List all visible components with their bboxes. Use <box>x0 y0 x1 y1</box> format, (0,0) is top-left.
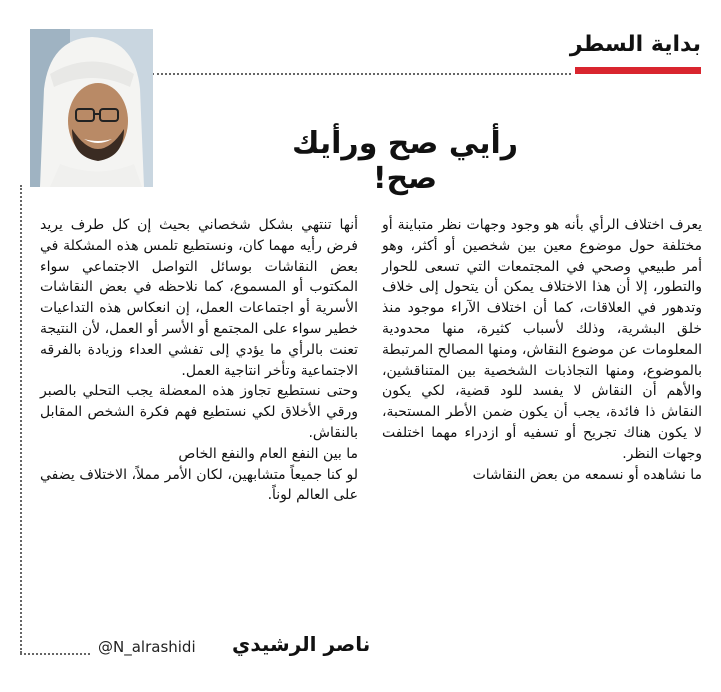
subheading: ما بين النفع العام والنفع الخاص <box>178 445 358 462</box>
header-divider <box>152 73 571 75</box>
author-portrait-icon <box>30 29 153 187</box>
section-label: بداية السطر <box>569 32 701 57</box>
author-photo <box>30 29 153 187</box>
paragraph: لو كنا جميعاً متشابهين، لكان الأمر مملاً، الاختلاف يضفي على العالم لوناً. <box>40 466 358 504</box>
article-title: رأيي صح ورأيك صح! <box>291 126 519 196</box>
footer-divider <box>20 653 90 655</box>
author-name: ناصر الرشيدي <box>232 632 371 656</box>
left-border <box>20 185 22 653</box>
paragraph: يعرف اختلاف الرأي بأنه هو وجود وجهات نظر متباينة أو مختلفة حول موضوع معين بين شخصين أو أكثر، وهو أمر طبيعي وصحي في المجتمعات التي تسعى للحوار والتطور، إلا أن هذا الاختلاف يمكن أن يتحول إلى خلاف وتدهور في العلاقات، كما أن اختلاف الآراء موجود منذ خلق البشرية، وذلك لأسباب كثيرة، منها محدودية المعلومات عن موضوع النقاش، ومنها المصالح المرتبطة بالموضوع، ومنها التجاذبات الشخصية بين المتناقشين، والأهم أن النقاش لا يفسد للود قضية، لكي يكون النقاش ذا فائدة، يجب أن يكون ضمن الأطر المستحبة، لا يكون هناك تجريح أو تسفيه أو ازدراء مهما اختلفت وجهات النظر. <box>382 217 702 462</box>
paragraph: أنها تنتهي بشكل شخصاني بحيث إن كل طرف يريد فرض رأيه مهما كان، ونستطيع تلمس هذه المشكلة في بعض النقاشات بوسائل التواصل الاجتماعي سواء المكتوب أو المسموع، كما نلاحظه في بعض النقاشات الأسرية أو اجتماعات العمل، إن انعكاس هذه التداعيات خطير سواء على المجتمع أو الأسر أو العمل، لأن النتيجة تعنت بالرأي ما يؤدي إلى تفشي العداء وزيادة بالفرقه الاجتماعية وتأخر انتاجية العمل. <box>40 217 358 379</box>
article-column-right <box>382 215 702 485</box>
author-handle: @N_alrashidi <box>98 638 196 656</box>
article-column-left <box>40 215 358 506</box>
section-underline <box>575 67 701 74</box>
paragraph: وحتى نستطيع تجاوز هذه المعضلة يجب التحلي بالصبر ورقي الأخلاق لكي نستطيع فهم فكرة الشخص المقابل بالنقاش. <box>40 383 358 441</box>
paragraph: ما نشاهده أو نسمعه من بعض النقاشات <box>472 466 702 483</box>
